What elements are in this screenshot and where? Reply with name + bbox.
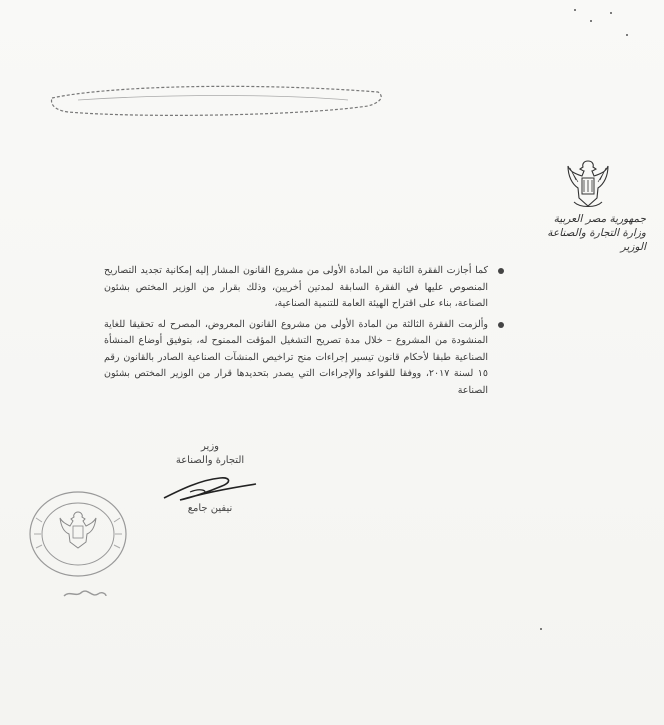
official-seal <box>24 488 128 580</box>
bullet-icon <box>498 322 504 328</box>
scan-speck <box>574 9 576 11</box>
scan-speck <box>540 628 542 630</box>
redaction-scribble <box>48 80 384 120</box>
handwritten-signature <box>160 468 260 510</box>
letterhead-ministry: وزارة التجارة والصناعة <box>547 227 646 239</box>
letterhead-country: جمهورية مصر العربية <box>553 213 646 225</box>
eagle-emblem-icon <box>566 158 610 210</box>
signer-ministry: التجارة والصناعة <box>175 455 245 466</box>
paragraph <box>104 263 504 313</box>
stamp-mark <box>62 586 108 602</box>
signer-title: وزير <box>201 441 219 452</box>
letterhead-minister: الوزير <box>620 241 646 253</box>
scan-speck <box>626 34 628 36</box>
body-text <box>104 263 504 403</box>
paragraph <box>104 317 504 400</box>
signer-name: نيفين جامع <box>187 503 233 514</box>
paragraph-text: وألزمت الفقرة الثالثة من المادة الأولى من مشروع القانون المعروض، المصرح له تحقيقا للغاية المنشودة من المشروع – خلال مدة تصريح التشغيل المؤقت الممنوح له، بتوفيق أوضاع المنشأة الصناعية طبقا لأحكام قانون تيسير إجراءات منح تراخيص المنشآت الصناعية الصادر بالقانون رقم ١٥ لسنة ٢٠١٧، ووفقا للقواعد والإجراءات التي يصدر بتحديدها قرار من الوزير المختص بشئون الصناعة <box>104 318 489 396</box>
scan-speck <box>590 20 592 22</box>
paragraph-text: كما أجازت الفقرة الثانية من المادة الأولى من مشروع القانون المشار إليه إمكانية تجديد التصاريح المنصوص عليها في الفقرة السابقة لمدتين أخريين، وذلك بقرار من الوزير المختص بشئون الصناعة، بناء على اقتراح الهيئة العامة للتنمية الصناعية، <box>104 265 488 309</box>
scan-speck <box>610 12 612 14</box>
bullet-icon <box>498 268 504 274</box>
